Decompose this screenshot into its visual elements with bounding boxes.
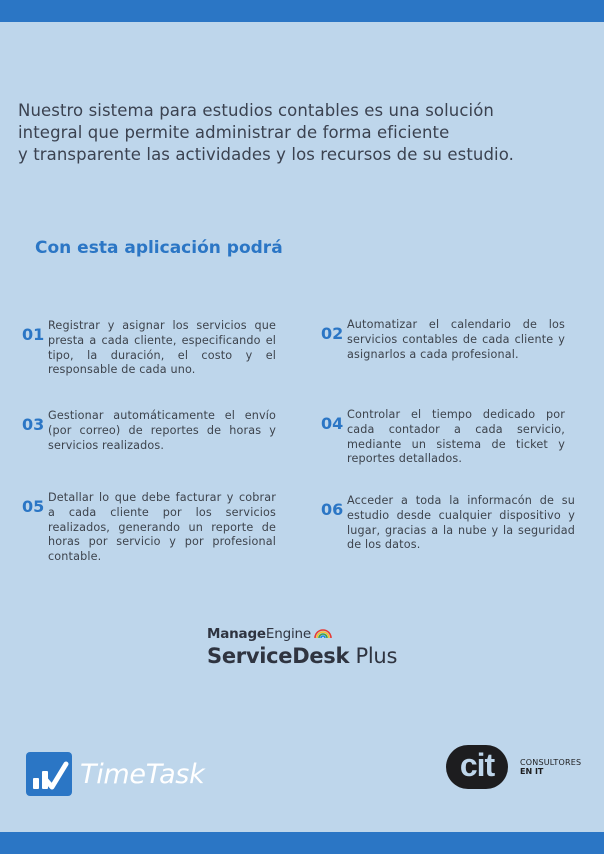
- feature-item: [321, 408, 571, 467]
- feature-number: 01: [22, 325, 45, 344]
- feature-text: Detallar lo que debe facturar y cobrar a cada cliente por los servicios realizados, generando un reporte de horas por servicio y por profesional contable.: [48, 491, 276, 564]
- feature-text: Registrar y asignar los servicios que presta a cada cliente, especificando el tipo, la duración, el costo y el responsable de cada uno.: [48, 319, 276, 377]
- feature-text: Controlar el tiempo dedicado por cada contador a cada servicio, mediante un sistema de ticket y reportes detallados.: [347, 408, 565, 466]
- logo-product-light: Plus: [349, 644, 398, 668]
- logo-product-bold: ServiceDesk: [207, 644, 350, 668]
- timetask-logo: [26, 752, 204, 796]
- intro-paragraph: [18, 100, 588, 166]
- logo-manage-text: Manage: [207, 626, 266, 642]
- logo-engine-text: Engine: [265, 626, 311, 642]
- cit-mark: cit: [446, 745, 508, 789]
- feature-item: [321, 318, 571, 362]
- feature-item: [22, 409, 278, 453]
- feature-text: Automatizar el calendario de los servicios contables de cada cliente y asignarlos a cada profesional.: [347, 318, 565, 361]
- feature-number: 06: [321, 500, 344, 519]
- bottom-bar: [0, 832, 604, 854]
- feature-number: 04: [321, 414, 344, 433]
- top-bar: [0, 0, 604, 22]
- feature-text: Acceder a toda la informacón de su estudio desde cualquier dispositivo y lugar, gracias a la nube y la seguridad de los datos.: [347, 494, 575, 552]
- feature-number: 05: [22, 497, 45, 516]
- feature-item: [321, 494, 581, 553]
- rainbow-arc-icon: [312, 621, 332, 639]
- manageengine-logo: [207, 622, 407, 668]
- cit-logo: [446, 745, 581, 789]
- intro-line: y transparente las actividades y los recursos de su estudio.: [18, 145, 514, 164]
- feature-item: [22, 319, 278, 378]
- feature-number: 03: [22, 415, 45, 434]
- cit-tagline-line1: CONSULTORES: [520, 758, 582, 767]
- feature-number: 02: [321, 324, 344, 343]
- timetask-name: TimeTask: [80, 758, 205, 790]
- feature-text: Gestionar automáticamente el envío (por correo) de reportes de horas y servicios realizados.: [48, 409, 276, 452]
- cit-tagline: [520, 758, 581, 776]
- intro-line: integral que permite administrar de forma eficiente: [18, 123, 450, 142]
- timetask-icon: [26, 752, 72, 796]
- intro-line: Nuestro sistema para estudios contables es una solución: [18, 101, 494, 120]
- feature-item: [22, 491, 278, 565]
- section-subtitle: Con esta aplicación podrá: [35, 238, 283, 258]
- cit-tagline-line2: EN IT: [520, 767, 544, 776]
